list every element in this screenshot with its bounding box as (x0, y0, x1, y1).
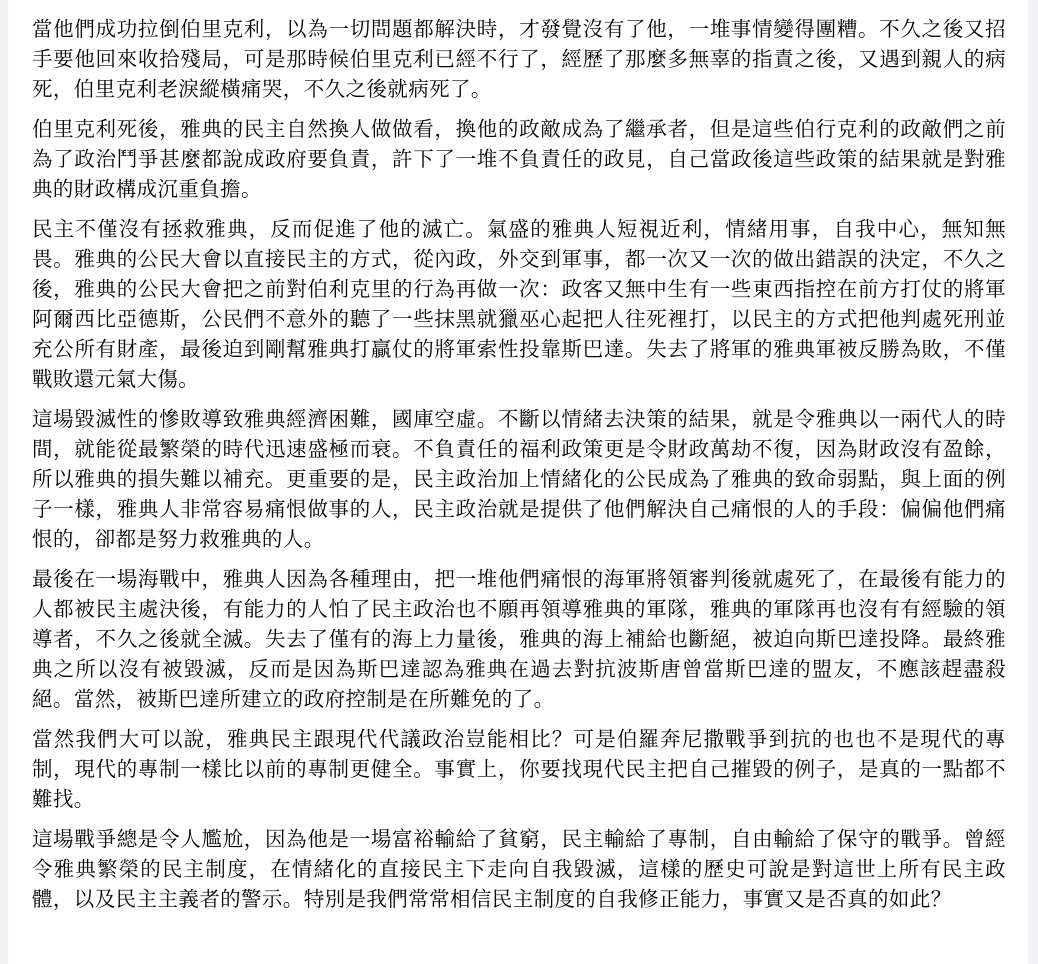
post-paragraph: 當然我們大可以說，雅典民主跟現代代議政治豈能相比？可是伯羅奔尼撒戰爭到抗的也也不是現代的專制，現代的專制一樣比以前的專制更健全。事實上，你要找現代民主把自己摧毀的例子，是真的一點都不難找。 (32, 727, 1006, 811)
post-paragraph: 這場毀滅性的慘敗導致雅典經濟困難，國庫空虛。不斷以情緒去決策的結果，就是令雅典以一兩代人的時間，就能從最繁榮的時代迅速盛極而衰。不負責任的福利政策更是令財政萬劫不復，因為財政沒有盈餘，所以雅典的損失難以補充。更重要的是，民主政治加上情緒化的公民成為了雅典的致命弱點，與上面的例子一樣，雅典人非常容易痛恨做事的人，民主政治就是提供了他們解決自己痛恨的人的手段：偏偏他們痛恨的，卻都是努力救雅典的人。 (32, 407, 1006, 551)
post-paragraph: 民主不僅沒有拯救雅典，反而促進了他的滅亡。氣盛的雅典人短視近利，情緒用事，自我中心，無知無畏。雅典的公民大會以直接民主的方式，從內政，外交到軍事，都一次又一次的做出錯誤的決定，不久之後，雅典的公民大會把之前對伯利克里的行為再做一次：政客又無中生有一些東西指控在前方打仗的將軍阿爾西比亞德斯，公民們不意外的聽了一些抹黑就獵巫心起把人往死裡打，以民主的方式把他判處死刑並充公所有財產，最後迫到剛幫雅典打贏仗的將軍索性投靠斯巴達。失去了將軍的雅典軍被反勝為敗，不僅戰敗還元氣大傷。 (32, 217, 1006, 391)
post-paragraph: 這場戰爭總是令人尷尬，因為他是一場富裕輸給了貧窮，民主輸給了專制，自由輸給了保守的戰爭。曾經令雅典繁榮的民主制度，在情緒化的直接民主下走向自我毀滅，這樣的歷史可說是對這世上所有民主政體，以及民主主義者的警示。特別是我們常常相信民主制度的自我修正能力，事實又是否真的如此？ (32, 827, 1006, 911)
post-paragraph: 當他們成功拉倒伯里克利，以為一切問題都解決時，才發覺沒有了他，一堆事情變得團糟。不久之後又招手要他回來收拾殘局，可是那時候伯里克利已經不行了，經歷了那麼多無辜的指責之後，又遇到親人的病死，伯里克利老淚縱橫痛哭，不久之後就病死了。 (32, 17, 1006, 101)
post-paragraph: 最後在一場海戰中，雅典人因為各種理由，把一堆他們痛恨的海軍將領審判後就處死了，在最後有能力的人都被民主處決後，有能力的人怕了民主政治也不願再領導雅典的軍隊，雅典的軍隊再也沒有有經驗的領導者，不久之後就全滅。失去了僅有的海上力量後，雅典的海上補給也斷絕，被迫向斯巴達投降。最終雅典之所以沒有被毀滅，反而是因為斯巴達認為雅典在過去對抗波斯唐曾當斯巴達的盟友，不應該趕盡殺絕。當然，被斯巴達所建立的政府控制是在所難免的了。 (32, 567, 1006, 711)
post-card (8, 0, 1028, 964)
post-paragraph: 伯里克利死後，雅典的民主自然換人做做看，換他的政敵成為了繼承者，但是這些伯行克利的政敵們之前為了政治鬥爭甚麼都說成政府要負責，許下了一堆不負責任的政見，自己當政後這些政策的結果就是對雅典的財政構成沉重負擔。 (32, 117, 1006, 201)
post-body (32, 14, 1006, 914)
